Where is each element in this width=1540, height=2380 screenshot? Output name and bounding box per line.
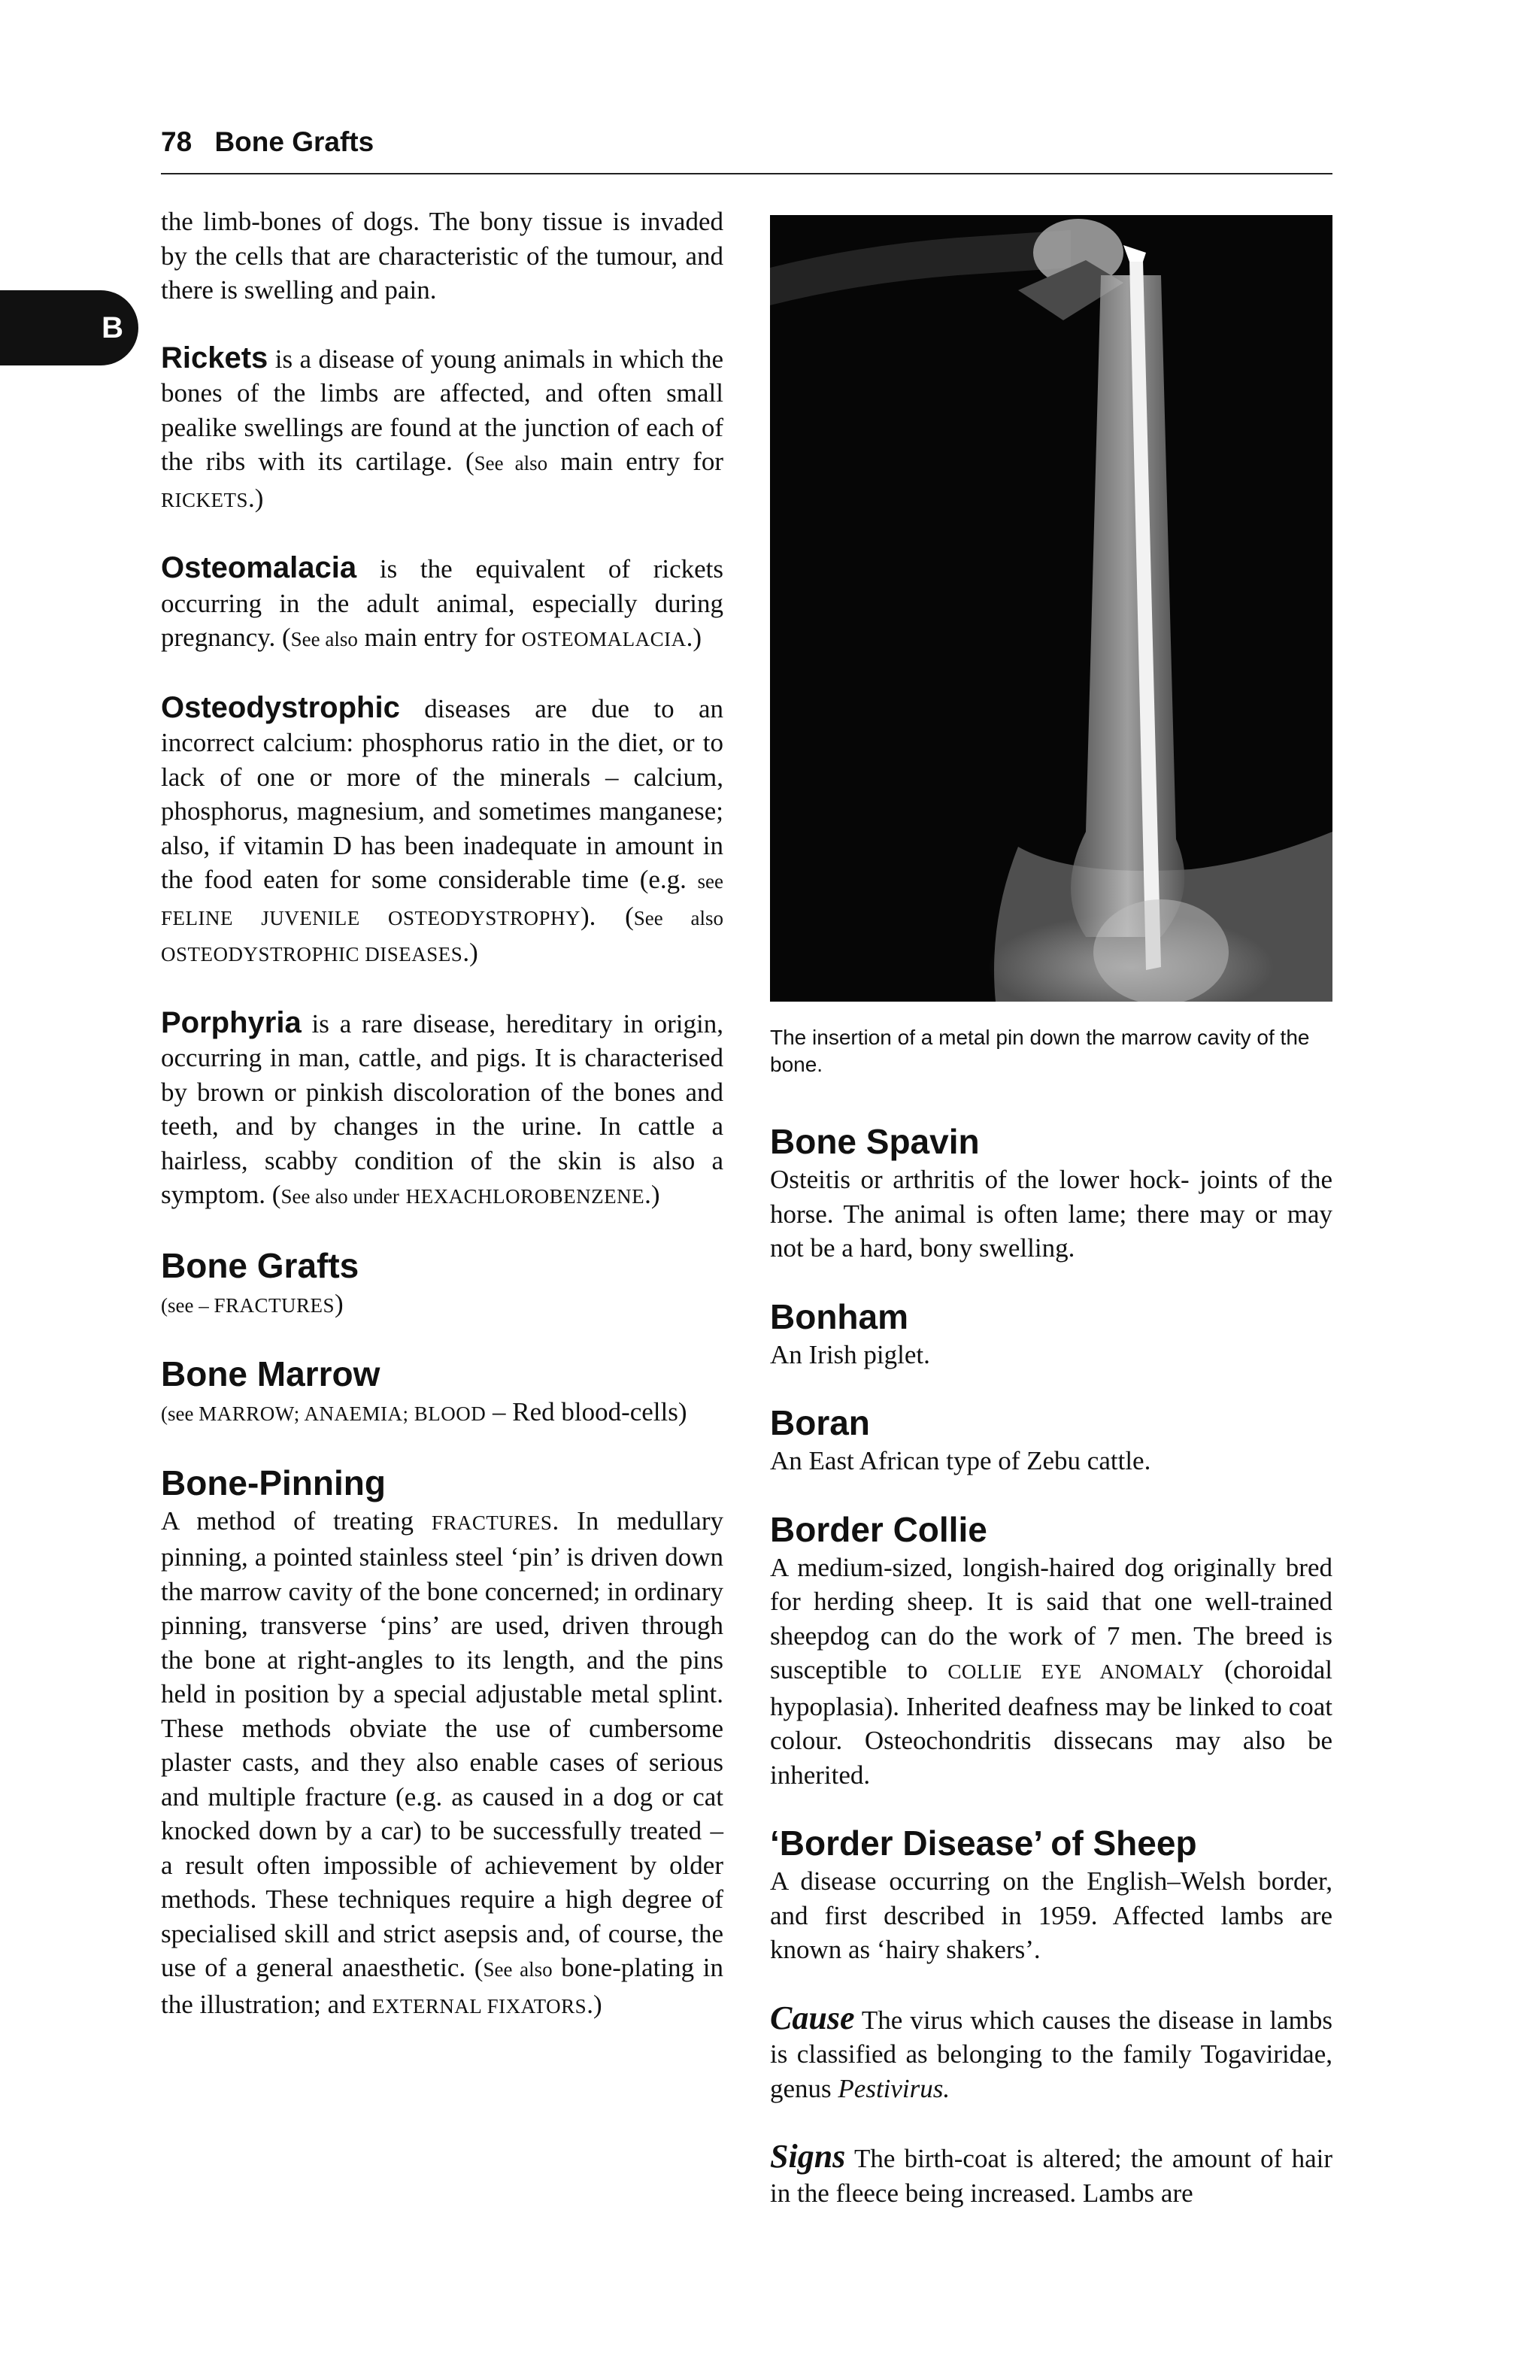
entry-porphyria: Porphyria is a rare disease, hereditary in origin, occurring in man, cattle, and pigs. It is characterised by brown or pinkish discoloration of the bones and teeth, and by changes in the urine. In cattle a hairless, scabby condition of the skin is also a symptom. (See also under HEXACHLOROBENZENE.) <box>161 1005 723 1209</box>
crossref-osteodystrophic-diseases[interactable]: OSTEODYSTROPHIC DISEASES <box>161 943 463 966</box>
figure-caption: The insertion of a metal pin down the marrow cavity of the bone. <box>770 1026 1310 1076</box>
entry-bone-spavin: Osteitis or arthritis of the lower hock- joints of the horse. The animal is often lame; there may or may not be a hard, bony swelling. <box>770 1165 1332 1263</box>
heading-bone-marrow: Bone Marrow <box>161 1354 380 1393</box>
entry-bone-pinning: A method of treating FRACTURES. In medullary pinning, a pointed stainless steel ‘pin’ is driven down the marrow cavity of the bone concerned; in ordinary pinning, transverse ‘pins’ are used, driven through the bone at right-angles to its length, and the pins held in position by a special adjustable metal splint. These methods obviate the use of cumbersome plaster casts, and they also enable cases of serious and multiple fracture (e.g. as caused in a dog or cat knocked down by a car) to be successfully treated – a result often impossible of achievement by older methods. These techniques require a high degree of specialised skill and strict asepsis and, of course, the use of a general anaesthetic. (See also bone-plating in the illustration; and EXTERNAL FIXATORS.) <box>161 1505 723 2019</box>
entry-bonham: An Irish piglet. <box>770 1339 930 1369</box>
xray-image <box>770 215 1332 1002</box>
subentry-signs: Signs The birth-coat is altered; the amount of hair in the fleece being increased. Lambs are <box>770 2138 1332 2208</box>
term-osteodystrophic: Osteodystrophic <box>161 690 400 724</box>
crossref-rickets[interactable]: RICKETS <box>161 488 249 511</box>
entry-osteodystrophic: Osteodystrophic diseases are due to an incorrect calcium: phosphorus ratio in the diet, or to lack of one or more of the minerals – calcium, phosphorus, magnesium, and sometimes manganese; also, if vitamin D has been inadequate in amount in the food eaten for some considerable time (e.g. see FELINE JUVENILE OSTEODYSTROPHY). (See also OSTEODYSTROPHIC DISEASES.) <box>161 690 723 967</box>
crossref-external-fixators[interactable]: EXTERNAL FIXATORS <box>371 1994 587 2018</box>
subentry-cause: Cause The virus which causes the disease in lambs is classified as belonging to the family Togaviridae, genus Pestivirus. <box>770 1999 1332 2103</box>
crossref-collie-eye-anomaly[interactable]: COLLIE EYE ANOMALY <box>947 1660 1205 1683</box>
entry-rickets: Rickets is a disease of young animals in which the bones of the limbs are affected, and often small pealike swellings are found at the junction of each of the ribs with its cartilage. (See also main entry for RICKETS.) <box>161 341 723 513</box>
xray-figure <box>770 215 1332 1002</box>
crossref-fractures[interactable]: FRACTURES <box>214 1293 335 1317</box>
right-column <box>770 1120 1332 2210</box>
term-rickets: Rickets <box>161 341 268 374</box>
crossref-fractures-2[interactable]: FRACTURES <box>431 1511 553 1534</box>
label-signs: Signs <box>770 2138 846 2175</box>
term-osteomalacia: Osteomalacia <box>161 551 357 584</box>
page-number: 78 <box>161 126 192 157</box>
heading-bone-pinning: Bone-Pinning <box>161 1463 386 1502</box>
entry-bone-marrow: (see MARROW; ANAEMIA; BLOOD – Red blood-cells) <box>161 1397 687 1426</box>
entry-border-collie: A medium-sized, longish-haired dog originally bred for herding sheep. It is said that one well-trained sheepdog can do the work of 7 men. The breed is susceptible to COLLIE EYE ANOMALY (choroidal hypoplasia). Inherited deafness may be linked to coat colour. Osteochondritis dissecans may also be inherited. <box>770 1552 1333 1790</box>
heading-border-collie: Border Collie <box>770 1509 987 1549</box>
running-title: Bone Grafts <box>214 126 374 157</box>
crossref-hexachlorobenzene[interactable]: HEXACHLOROBENZENE <box>405 1185 645 1208</box>
heading-bonham: Bonham <box>770 1296 908 1336</box>
label-cause: Cause <box>770 1999 855 2036</box>
section-tab: B <box>0 290 138 365</box>
page-header <box>161 123 1332 174</box>
crossref-marrow-anaemia-blood[interactable]: MARROW; ANAEMIA; BLOOD <box>199 1402 487 1425</box>
crossref-osteomalacia[interactable]: OSTEOMALACIA <box>521 628 687 650</box>
left-column <box>161 205 723 2024</box>
heading-bone-grafts: Bone Grafts <box>161 1245 359 1285</box>
entry-bone-grafts: (see – FRACTURES) <box>161 1288 344 1318</box>
heading-boran: Boran <box>770 1403 870 1442</box>
heading-bone-spavin: Bone Spavin <box>770 1122 980 1161</box>
intro-paragraph: the limb-bones of dogs. The bony tissue is invaded by the cells that are characteristic of the tumour, and there is swelling and pain. <box>161 207 723 305</box>
entry-osteomalacia: Osteomalacia is the equivalent of rickets occurring in the adult animal, especially during pregnancy. (See also main entry for OSTEOMALACIA.) <box>161 551 723 652</box>
crossref-feline-juvenile-osteodystrophy[interactable]: FELINE JUVENILE OSTEODYSTROPHY <box>161 906 581 929</box>
heading-border-disease: ‘Border Disease’ of Sheep <box>770 1824 1197 1863</box>
entry-border-disease: A disease occurring on the English–Welsh border, and first described in 1959. Affected lambs are known as ‘hairy shakers’. <box>770 1866 1332 1964</box>
term-porphyria: Porphyria <box>161 1005 302 1039</box>
entry-boran: An East African type of Zebu cattle. <box>770 1446 1151 1475</box>
